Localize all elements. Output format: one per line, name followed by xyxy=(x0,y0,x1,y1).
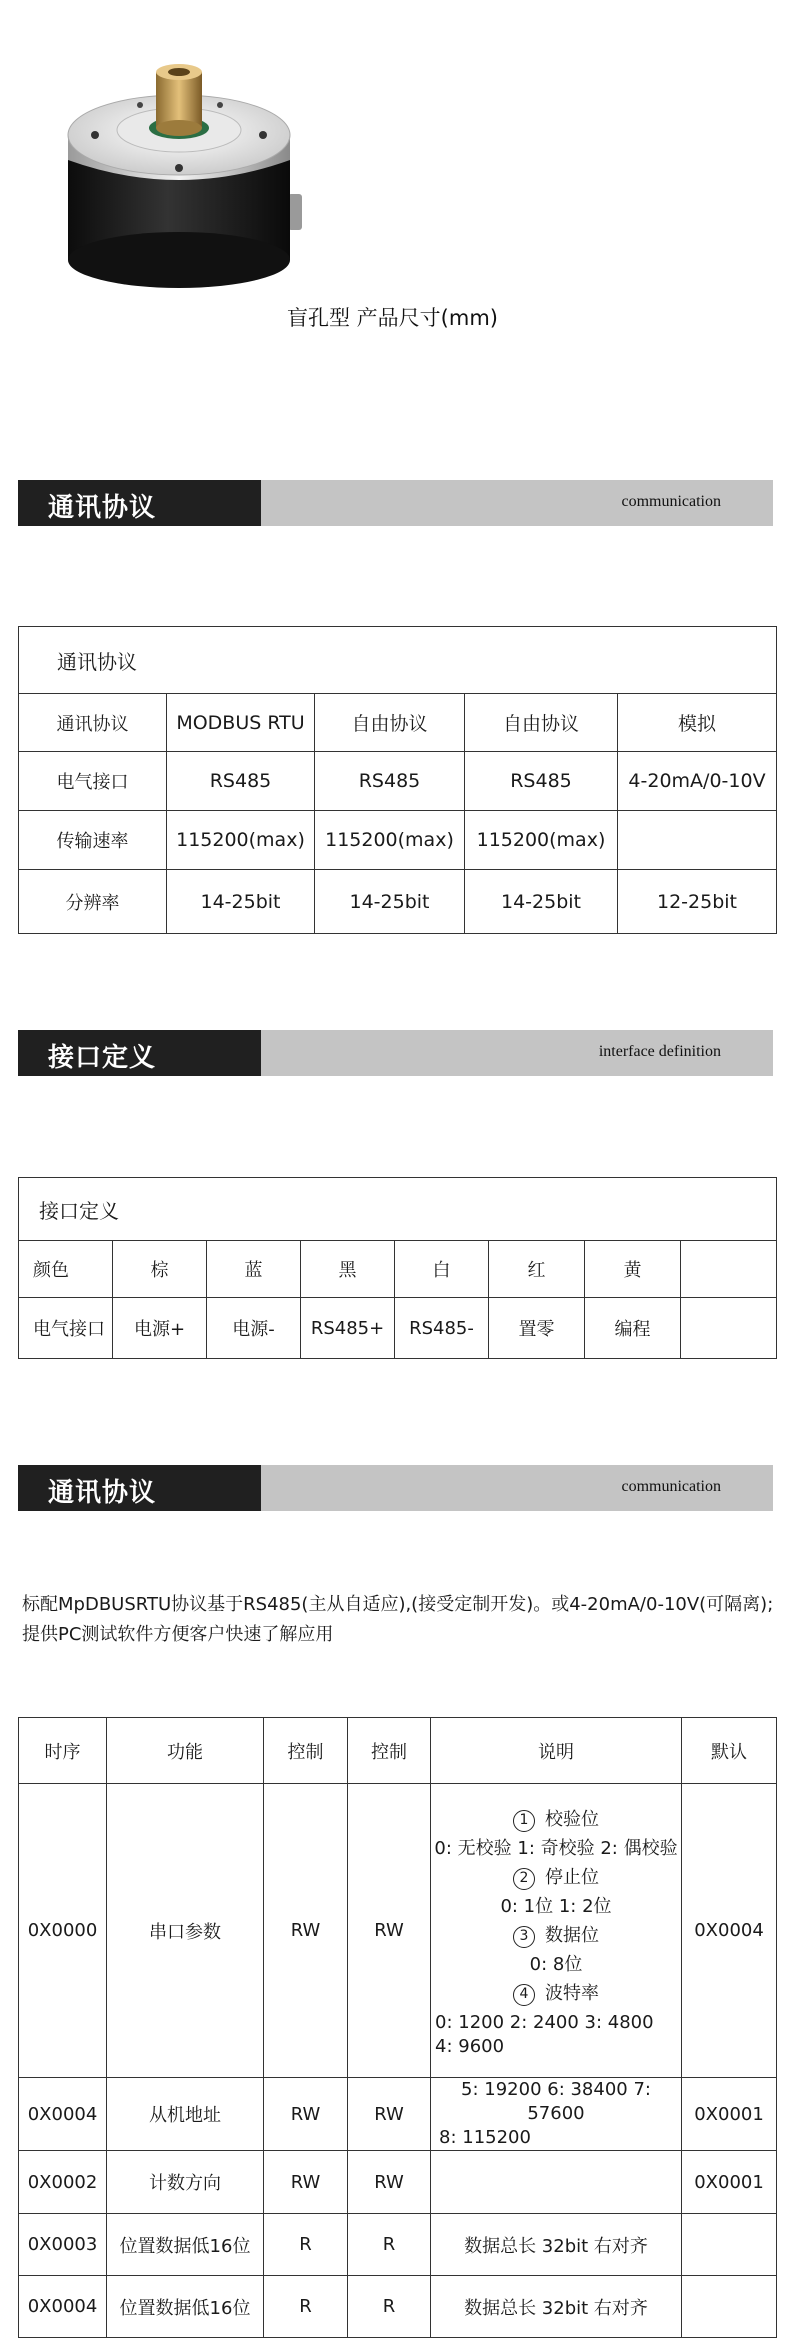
banner-title: 通讯协议 xyxy=(48,1478,157,1508)
section-banner-communication-2 xyxy=(18,1465,773,1511)
table-row: 0X0004 从机地址 RW RW 5: 19200 6: 38400 7: 57600 8: 115200 0X0001 xyxy=(19,2078,777,2151)
table-title: 接口定义 xyxy=(19,1178,777,1241)
table-row: 电气接口 RS485 RS485 RS485 4-20mA/0-10V xyxy=(19,752,777,811)
table-row: 电气接口 电源+ 电源- RS485+ RS485- 置零 编程 xyxy=(19,1298,777,1359)
intro-paragraph: 标配MpDBUSRTU协议基于RS485(主从自适应),(接受定制开发)。或4-20mA/0-10V(可隔离);提供PC测试软件方便客户快速了解应用 xyxy=(22,1594,774,1645)
table-row: 0X0000 串口参数 RW RW 1 校验位 0: 无校验 1: 奇校验 2: 偶校验 2 停止位 0: 1位 1: 2位 3 数据位 0: 8位 4 波特率 0: 1200 2: 2400 3: 4800 4: 9600 0X0004 xyxy=(19,1784,777,2078)
table-row: 0X0004 位置数据低16位 R R 数据总长 32bit 右对齐 xyxy=(19,2276,777,2338)
circled-number-3: 3 xyxy=(513,1926,535,1948)
encoder-product-image xyxy=(60,60,310,300)
table-header-row: 时序 功能 控制 控制 说明 默认 xyxy=(19,1718,777,1784)
product-caption: 盲孔型 产品尺寸(mm) xyxy=(287,306,498,330)
banner-title: 通讯协议 xyxy=(48,493,157,523)
banner-title: 接口定义 xyxy=(48,1043,157,1073)
register-table xyxy=(18,1717,777,2338)
table-row: 分辨率 14-25bit 14-25bit 14-25bit 12-25bit xyxy=(19,870,777,934)
table-row: 0X0002 计数方向 RW RW 0X0001 xyxy=(19,2151,777,2214)
circled-number-4: 4 xyxy=(513,1984,535,2006)
table-title: 通讯协议 xyxy=(19,627,777,694)
interface-table xyxy=(18,1177,777,1359)
circled-number-1: 1 xyxy=(513,1810,535,1832)
banner-subtitle: communication xyxy=(621,493,721,510)
circled-number-2: 2 xyxy=(513,1868,535,1890)
protocol-table xyxy=(18,626,777,934)
serial-params-description: 1 校验位 0: 无校验 1: 奇校验 2: 偶校验 2 停止位 0: 1位 1: 2位 3 数据位 0: 8位 4 波特率 0: 1200 2: 2400 3: 4800 4: 9600 xyxy=(431,1784,682,2078)
banner-subtitle: interface definition xyxy=(598,1043,721,1060)
table-row: 0X0003 位置数据低16位 R R 数据总长 32bit 右对齐 xyxy=(19,2214,777,2276)
section-banner-communication xyxy=(18,480,773,526)
table-row: 颜色 棕 蓝 黑 白 红 黄 xyxy=(19,1241,777,1298)
banner-subtitle: communication xyxy=(621,1478,721,1495)
table-row: 传输速率 115200(max) 115200(max) 115200(max) xyxy=(19,811,777,870)
section-banner-interface xyxy=(18,1030,773,1076)
table-row: 通讯协议 MODBUS RTU 自由协议 自由协议 模拟 xyxy=(19,694,777,752)
